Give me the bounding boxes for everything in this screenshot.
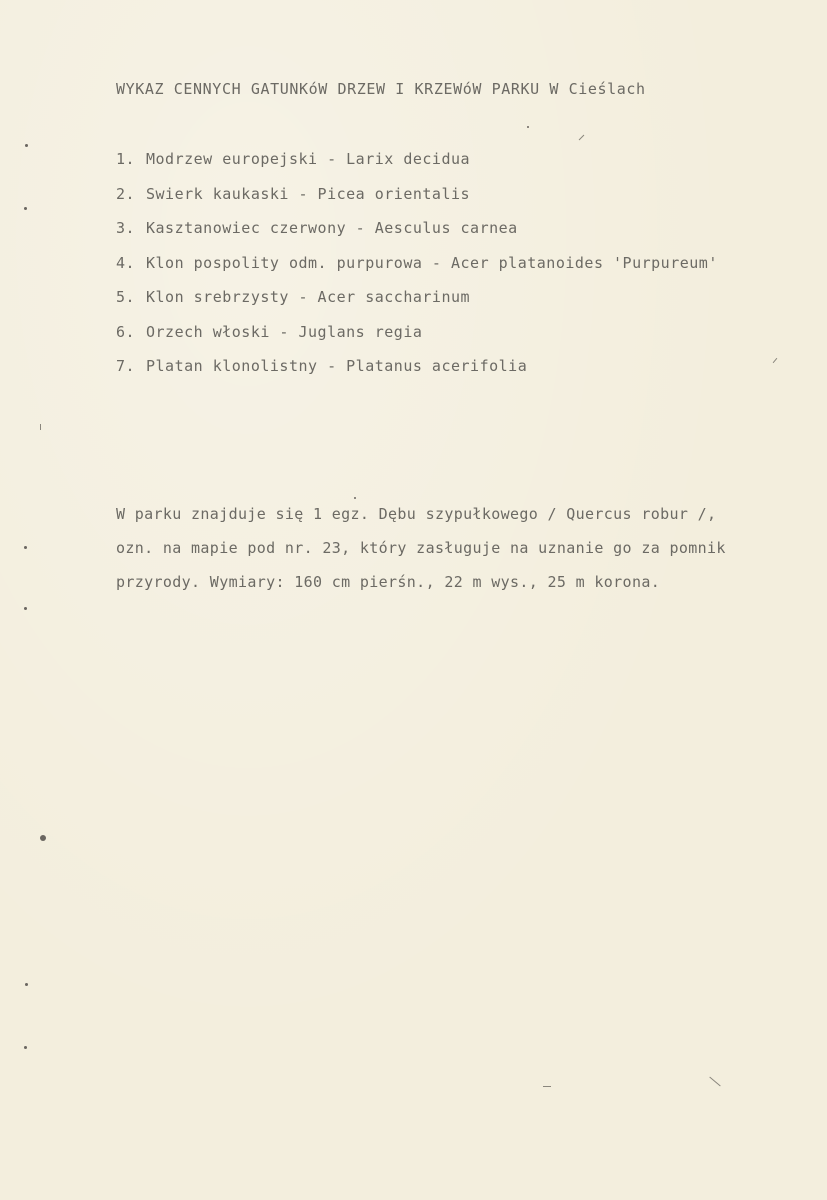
document-title: WYKAZ CENNYCH GATUNKóW DRZEW I KRZEWóW PARKU W Cieślach [116,80,646,98]
paragraph-line: ozn. na mapie pod nr. 23, który zasługuje na uznanie go za pomnik [116,539,726,557]
scan-mark [579,135,585,141]
margin-speck [527,126,529,128]
paragraph-line: przyrody. Wymiary: 160 cm pierśn., 22 m wys., 25 m korona. [116,573,661,591]
item-text: Klon srebrzysty - Acer saccharinum [146,288,471,306]
item-text: Swierk kaukaski - Picea orientalis [146,184,471,203]
scan-mark [709,1077,720,1087]
list-item [116,185,718,220]
margin-speck [24,607,27,610]
scan-mark [40,424,41,430]
item-text: Modrzew europejski - Larix decidua [146,150,471,168]
item-number: 2. [116,184,136,203]
paragraph-line: W parku znajduje się 1 egz. Dębu szypułkowego / Quercus robur /, [116,505,717,523]
list-item [116,357,718,392]
list-item [116,150,718,185]
scan-mark [773,358,778,363]
margin-speck [24,1046,27,1049]
scan-mark [543,1086,551,1087]
list-item [116,254,718,289]
item-number: 5. [116,288,136,306]
species-list [116,150,718,392]
item-number: 7. [116,357,136,375]
margin-speck [25,144,28,147]
margin-speck [40,835,46,841]
list-item [116,323,718,358]
item-text: Platan klonolistny - Platanus acerifolia [146,357,528,375]
margin-speck [24,546,27,549]
item-text: Orzech włoski - Juglans regia [146,322,423,341]
list-item [116,288,718,323]
margin-speck [25,983,28,986]
item-number: 4. [116,253,136,272]
item-number: 3. [116,219,136,237]
item-number: 1. [116,150,136,168]
margin-speck [24,207,27,210]
margin-speck [354,497,356,499]
list-item [116,219,718,254]
item-text: Kasztanowiec czerwony - Aesculus carnea [146,219,518,237]
item-number: 6. [116,322,136,341]
item-text: Klon pospolity odm. purpurowa - Acer platanoides 'Purpureum' [146,253,718,272]
note-paragraph [116,505,806,607]
